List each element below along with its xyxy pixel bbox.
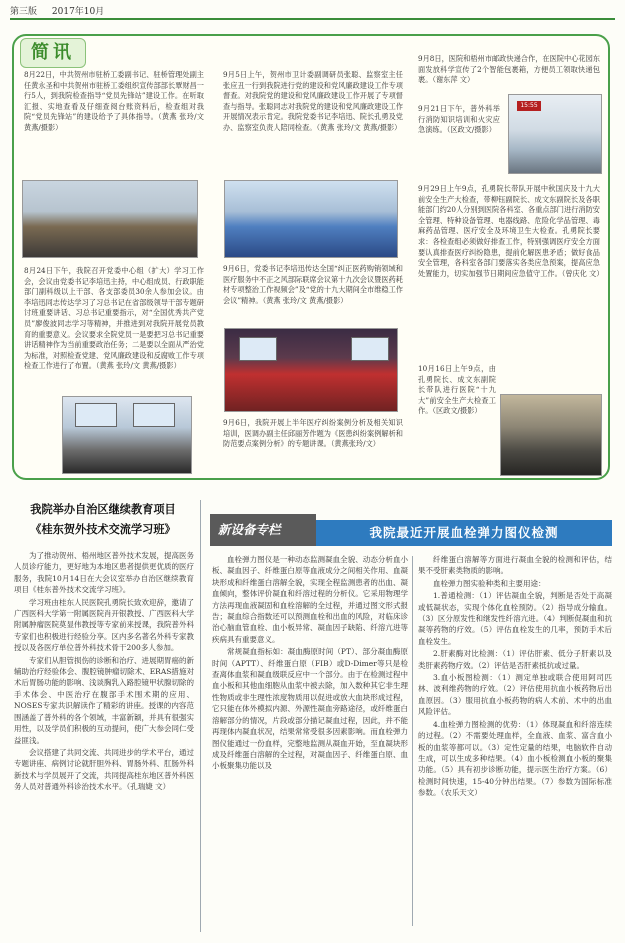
- photo-study-session: [62, 396, 192, 474]
- photo-inspection-meeting: [22, 180, 198, 258]
- right-article-paragraph: 1.普通检测：（1）评估凝血全貌，判断是否处于高凝或低凝状态，实现个体化血栓预防。（2）指导成分输血。（3）区分原发性和继发性纤溶亢进。（4）判断促凝血和抗凝等药物的疗效。（5）评估血栓发生的几率，预防手术后血栓发生。: [418, 591, 612, 646]
- left-article-title-line1: 我院举办自治区继续教育项目: [30, 503, 176, 516]
- issue-date: 2017年10月: [51, 7, 105, 17]
- display-sign: 15:55: [517, 101, 541, 111]
- brief-item-0921: 9月21日下午，普外科举行消防知识培训和火灾应急演练。（区政文/摄影）: [418, 104, 500, 135]
- brief-item-0906a: 9月6日，党委书记李培迅传达全国“纠正医药购销领域和医疗服务中不正之风部际联席会议第十九次会议暨医药耗材专项整治工作视频会”及“党的十九大期间全市维稳工作会议”精神。（黄燕 张玲/文 黄燕/摄影）: [223, 264, 403, 305]
- left-article-paragraph: 学习班由桂东人民医院孔勇院长致欢迎辞，邀请了广西医科大学第一附属医院肖开银教授、广西医科大学附属肿瘤医院莫显伟教授等专家前来授课，我院普外科专家们也积极进行经验分享。区内多名著名外科专家教授以及各医疗单位普外科技术骨干200多人参加。: [14, 597, 194, 653]
- right-article-paragraph: 纤维蛋白溶解等方面进行凝血全貌的检测和评估，结果不受肝素类物质的影响。: [418, 555, 612, 576]
- new-equipment-tag: 新设备专栏: [210, 514, 316, 546]
- right-column-divider: [412, 556, 413, 926]
- brief-item-0905: 9月5日上午，贺州市卫计委副调研员张聪、监察室主任张应丑一行到我院进行党的建设和党风廉政建设工作专项督查。对我院党的建设和党风廉政建设工作开展了专项督查与指导。张聪同志对我院党的建设和党风廉政建设工作开展情况表示肯定。我院党委书记李培迅、院长孔勇及党办、监察室负责人陪同检查。（黄燕 张玲/文 黄燕/摄影）: [223, 70, 403, 132]
- left-article-body: [14, 550, 194, 794]
- brief-item-0929: 9月29日上午9点，孔勇院长带队开展中秋国庆及十九大前安全生产大检查，带柳钰副院长、成文东副院长及各职能部门约20人分别到医院各科室、各重点部门进行消防安全管理、特种设备管理、电器线路、危险化学品管理、毒麻药品管理、医疗安全及环境卫生大检查。孔勇院长要求：各检查组必须做好排查工作，特别强调医疗安全方面要认真排查医疗纠纷隐患，提前化解医患矛盾；做好食品安全管理，各科室各部门要落实各类应急预案，提高应急处置能力，切实加强节日期间应急值守工作。（曾庆化 文）: [418, 184, 604, 278]
- photo-safety-inspection: [500, 394, 602, 476]
- brief-item-0824: 8月24日下午，我院召开党委中心组（扩大）学习工作会，会议由党委书记李培迅主持，中心组成员、行政职能部门副科级以上干部、各支部委员30余人参加会议。由李培迅同志传达学习了习总书记在省部级领导干部专题研讨班重要讲话、习总书记重要指示，对“全国优秀共产党员”廖俊波同志学习等精神，并推进到对我院开展党员教育的重要意义。会议要求全院党员一是要把习总书记重要讲话精神作为当前重要政治任务；二是要以全面从严治党为标准，对照检查党建、党风廉政建设和反腐败工作专项检查工作进行了布置。（黄燕 张玲/文 黄燕/摄影）: [24, 266, 204, 371]
- left-article-paragraph: 为了推动贺州、梧州地区普外技术发展，提高医务人员诊疗能力，更好地为本地区患者提供更优质的医疗服务，我院10月14日在大会议室举办自治区继续教育项目《桂东普外技术交流学习班》。: [14, 551, 194, 595]
- right-article-title: 我院最近开展血栓弹力图仪检测: [316, 520, 612, 546]
- brief-news-title: 简讯: [20, 38, 86, 68]
- page-header: [10, 4, 615, 18]
- header-rule: [10, 18, 615, 20]
- brief-item-0822: 8月22日，中共贺州市驻桥工委副书记、驻桥管理处副主任黄永圣和中共贺州市驻桥工委组织宣传部部长覃财昌一行5人，到我院检查指导“党员先锋站”建设工作。在听取汇报、实地查看及仔细查阅台账资料后，检查组对我院“党员先锋站”的建设给予了具体指导。（黄燕 张玲/文 黄燕/摄影）: [24, 70, 204, 132]
- left-article-title-line2: 《桂东贺外技术交流学习班》: [30, 523, 176, 536]
- left-article-title: [14, 500, 192, 540]
- right-article-col1: [212, 554, 408, 773]
- photo-fire-drill: [508, 94, 602, 174]
- left-article-paragraph: 专家们从胆管损伤的诊断和治疗、进展期胃癌的新辅助治疗经验体会、腹腔镜肿瘤切除术、ERAS措施对术后胃肠功能的影响、浅谈胸乳入路腔镜甲状腺切除的手术体会、中医治疗在腹部手术围术期的应用、NOSES专家共识解读作了精彩的讲座。授课的内容范围涵盖了普外科的各个领域，丰富新颖，并具有很强实用性，以及学员们积极的互动提问，使广大参会同仁受益匪浅。: [14, 655, 194, 745]
- right-article-paragraph: 血栓弹力图仪是一种动态监测凝血全貌、动态分析血小板、凝血因子、纤维蛋白原等血液成分之间相关作用、血凝块形成和纤维蛋白溶解全貌，实现全程监测患者的出血、凝血倾向，整体评价凝血和纤溶过程的分析仪。它采用物理学方法再现血液凝固和血栓溶解的全过程，并通过图文形式报告；凝血综合指数还可以预测血栓和出血的风险，对临床诊治心脑血管血栓、血小板异常、凝血因子缺陷、纤溶亢进等疾病具有重要意义。: [212, 555, 408, 644]
- column-divider: [200, 500, 201, 932]
- right-article-paragraph: 血栓弹力图实验种类和主要用途：: [433, 578, 546, 588]
- right-article-col2: [418, 554, 612, 800]
- right-article-paragraph: 常规凝血指标如：凝血酶原时间（PT）、部分凝血酶原时间（APTT）、纤维蛋白原（FIB）或D-Dimer等只是检查离体血浆和凝血级联反应中一个部分。由于在检测过程中血小板和其他血细胞从血浆中被去除，加入数种其它非生理性物质或非生理性浓度物质用以促进或放大血块形成过程，它只能在体外模拟内源、外源性凝血旁路途径，或纤维蛋白溶解部分的情况，片段或部分描记凝血过程，因此，并不能再现体内凝血状况，结果常常受很多因素影响。而血栓弹力图仪能通过一份血样，完整地监测从凝血开始，至血凝块形成及纤维蛋白溶解的全过程，对凝血因子、纤维蛋白原、血小板聚集功能以及: [212, 647, 408, 771]
- photo-supervision-check: [224, 180, 398, 258]
- brief-item-1016: 10月16日上午9点，由孔勇院长、成文东副院长带队进行医院“十九大”前安全生产大检查工作。（区政文/摄影）: [418, 364, 496, 416]
- right-article-paragraph: 4.血栓弹力图检测的优势：（1）体现凝血和纤溶连续的过程。（2）不需要处理血样，全血液、血浆、富含血小板的血浆等都可以。（3）定性定量的结果，电脑软件自动生成，可以生成多种结果。（4）血小板检测血小板的聚集功能。（5）具有初步诊断功能，提示医生治疗方案。（6）检测时间快速，15-40分钟出结果。（7）参数为国际标准参数。（农乐天文）: [418, 719, 612, 798]
- photo-lecture-hall: [224, 328, 398, 412]
- right-article-paragraph: 3.血小板图检测：（1）测定单独或联合使用阿司匹林、波利维药物的疗效。（2）评估使用抗血小板药物后出血原因。（3）服用抗血小板药物的病人术前、术中的出血风险评估。: [418, 673, 612, 717]
- left-article-paragraph: 会议搭建了共同交流、共同进步的学术平台，通过专题讲座、病例讨论就肝胆外科、胃肠外科、肛肠外科新技术与学员展开了交流，共同提高桂东地区普外科医务人员对普通外科诊治技术水平。（孔瑞婕 文）: [14, 747, 194, 792]
- page-number: 第三版: [10, 7, 38, 17]
- brief-item-0908: 9月8日，医院和梧州市邮政快递合作，在医院中心花园东面发放科学宣传了2个智能包裹箱，方便员工领取快递包裹。（谢东萍 文）: [418, 54, 600, 85]
- right-article-paragraph: 2.肝素酶对比检测：（1）评估肝素、低分子肝素以及类肝素药物疗效。（2）评估是否肝素抵抗或过量。: [418, 649, 612, 670]
- brief-item-0906b: 9月6日，我院开展上半年医疗纠纷案例分析及相关知识培训，医调办副主任邱丽芳作题为《医患纠纷案例解析和防范要点案例分析》的专题讲课。（黄燕张玲/文）: [223, 418, 403, 449]
